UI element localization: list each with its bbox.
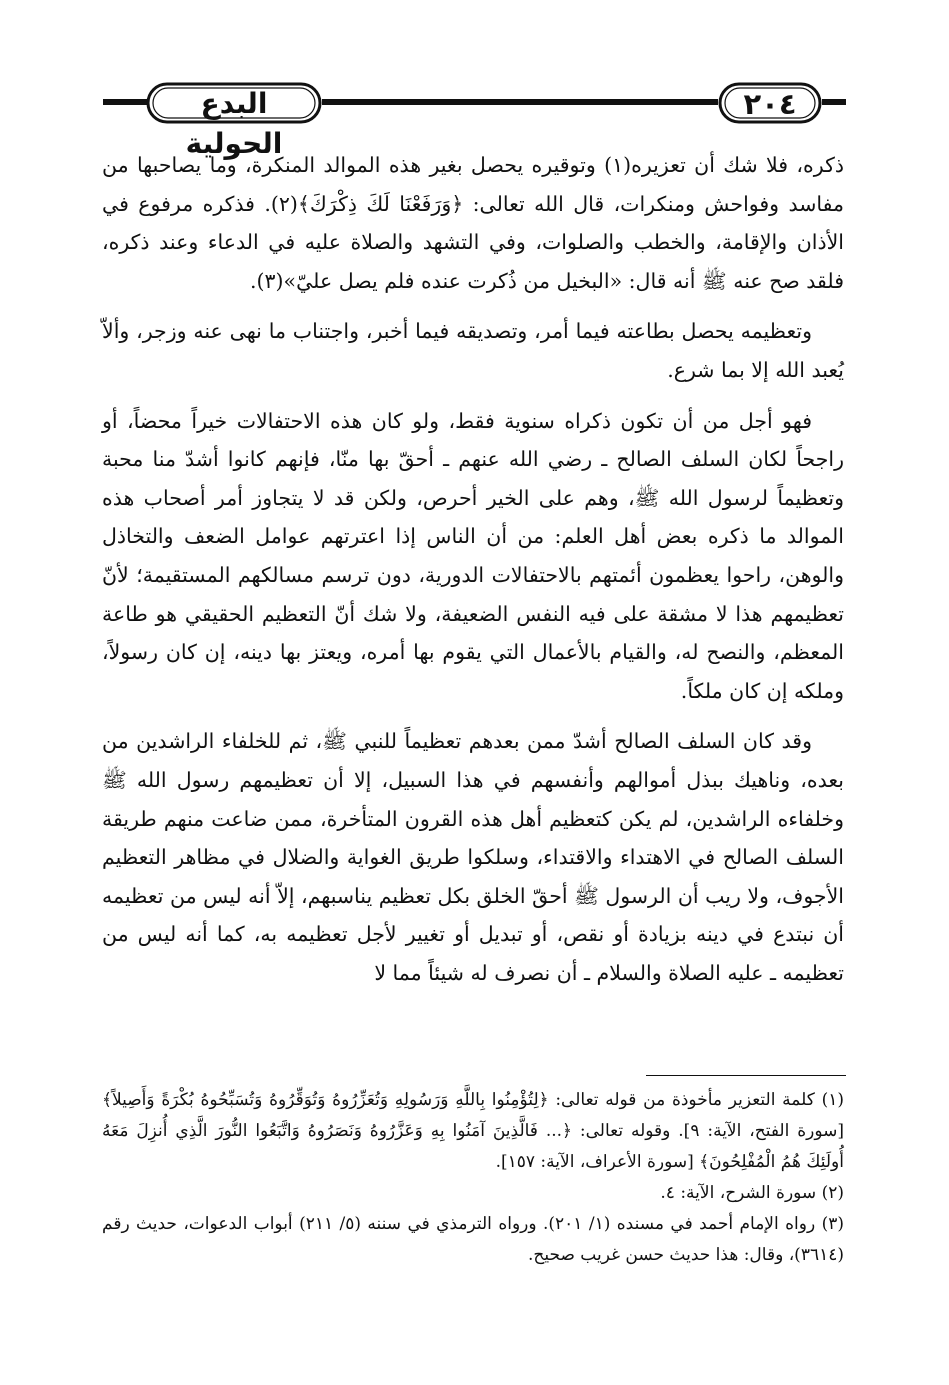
header-rule-left: [103, 99, 147, 105]
page-number: ٢٠٤: [743, 87, 797, 121]
footnotes: [102, 1085, 844, 1271]
paragraph-2: وتعظيمه يحصل بطاعته فيما أمر، وتصديقه فيما أخبر، واجتناب ما نهى عنه وزجر، وألاّ يُعبد الله إلا بما شرع.: [102, 319, 844, 382]
paragraph-3: فهو أجل من أن تكون ذكراه سنوية فقط، ولو كان هذه الاحتفالات خيراً محضاً، أو راجحاً لكان السلف الصالح ـ رضي الله عنهم ـ أحقّ بها منّا، فإنهم كانوا أشدّ منا محبة وتعظيماً لرسول الله ﷺ، وهم على الخير أحرص، ولكن قد لا يتجاوز أمر أصحاب هذه الموالد ما ذكره بعض أهل العلم: من أن الناس إذا اعترتهم عوامل الضعف والتخاذل والوهن، راحوا يعظمون أئمتهم بالاحتفالات الدورية، دون ترسم مسالكهم المستقيمة؛ لأنّ تعظيمهم هذا لا مشقة على فيه النفس الضعيفة، ولا شك أنّ التعظيم الحقيقي هو طاعة المعظم، والنصح له، والقيام بالأعمال التي يقوم بها أمره، ويعتز بها دينه، إن كان رسولاً، وملكه إن كان ملكاً.: [102, 408, 844, 703]
footnote-separator: [646, 1075, 846, 1076]
footnote-3: (٣) رواه الإمام أحمد في مسنده (١/ ٢٠١). ورواه الترمذي في سننه (٥/ ٢١١) أبواب الدعوات، حديث رقم (٣٦١٤)، وقال: هذا حديث حسن غريب صحيح.: [102, 1214, 844, 1265]
running-title: البدع الحولية: [185, 87, 283, 160]
paragraph-1: ذكره، فلا شك أن تعزيره(١) وتوقيره يحصل بغير هذه الموالد المنكرة، وما يصاحبها من مفاسد وفواحش ومنكرات، قال الله تعالى: ﴿وَرَفَعْنَا لَكَ ذِكْرَكَ﴾(٢). فذكره مرفوع في الأذان والإقامة، والخطب والصلوات، وفي التشهد والصلاة عليه في الدعاء وعند ذكره، فلقد صح عنه ﷺ أنه قال: «البخيل من ذُكرت عنده فلم يصل عليّ»(٣).: [102, 153, 844, 293]
header-rule-middle: [322, 99, 718, 105]
footnote-2: (٢) سورة الشرح، الآية: ٤.: [660, 1183, 844, 1203]
page-header: [0, 78, 949, 160]
main-text: [102, 146, 844, 1004]
header-rule-right: [822, 99, 846, 105]
footnote-1: (١) كلمة التعزير مأخوذة من قوله تعالى: ﴿لِتُؤْمِنُوا بِاللَّهِ وَرَسُولِهِ وَتُعَزِّرُوهُ وَتُوَقِّرُوهُ وَتُسَبِّحُوهُ بُكْرَةً وَأَصِيلاً﴾ [سورة الفتح، الآية: ٩]. وقوله تعالى: ﴿... فَالَّذِينَ آمَنُوا بِهِ وَعَزَّرُوهُ وَنَصَرُوهُ وَاتَّبَعُوا النُّورَ الَّذِي أُنزِلَ مَعَهُ أُولَئِكَ هُمُ الْمُفْلِحُونَ﴾ [سورة الأعراف، الآية: ١٥٧].: [102, 1090, 845, 1172]
paragraph-4: وقد كان السلف الصالح أشدّ ممن بعدهم تعظيماً للنبي ﷺ، ثم للخلفاء الراشدين من بعده، وناهيك ببذل أموالهم وأنفسهم في هذا السبيل، إلا أن تعظيمهم رسول الله ﷺ وخلفاءه الراشدين، لم يكن كتعظيم أهل هذه القرون المتأخرة، ممن ضاعت منهم طريقة السلف الصالح في الاهتداء والاقتداء، وسلكوا طريق الغواية والضلال في مظاهر التعظيم الأجوف، ولا ريب أن الرسول ﷺ أحقّ الخلق بكل تعظيم يناسبهم، إلاّ أنه ليس من تعظيمه أن نبتدع في دينه بزيادة أو نقص، أو تبديل أو تغيير لأجل تعظيمه به، كما أنه ليس من تعظيمه ـ عليه الصلاة والسلام ـ أن نصرف له شيئاً مما لا: [102, 729, 844, 985]
